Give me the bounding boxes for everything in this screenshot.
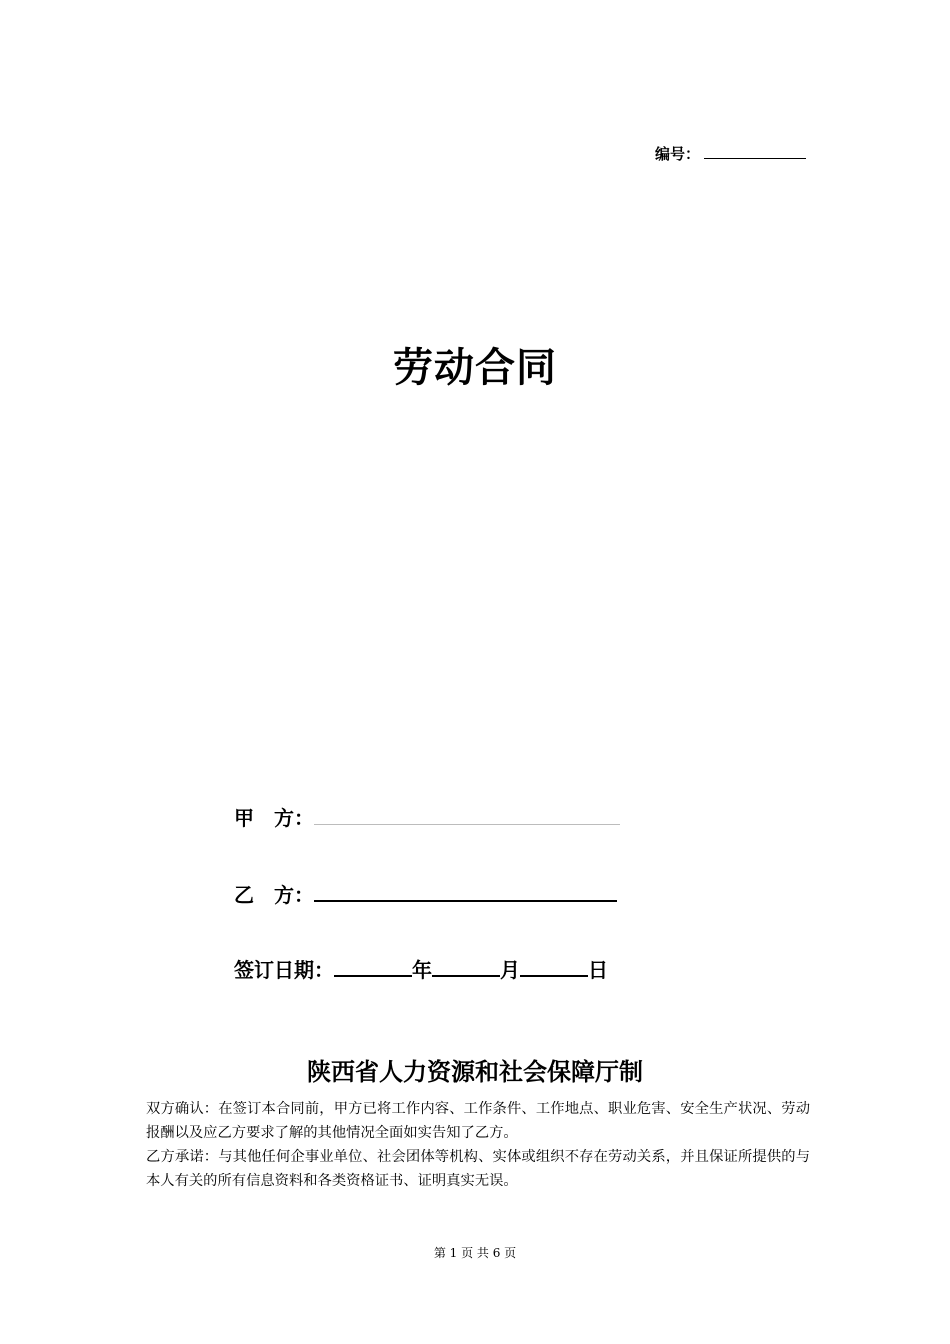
notes-block [146, 1097, 810, 1193]
party-b-label: 乙 方： [234, 883, 314, 907]
signing-date-row [234, 954, 608, 983]
serial-number-label: 编号： [655, 145, 701, 163]
party-a-label: 甲 方： [234, 806, 314, 830]
serial-number [655, 143, 806, 164]
year-blank[interactable] [334, 957, 412, 977]
document-title: 劳动合同 [393, 345, 557, 391]
day-label: 日 [588, 958, 608, 982]
party-a-blank[interactable] [314, 806, 620, 825]
issuer-line: 陕西省人力资源和社会保障厅制 [307, 1058, 643, 1086]
year-label: 年 [412, 958, 432, 982]
day-blank[interactable] [520, 957, 588, 977]
mutual-confirmation-text: 双方确认：在签订本合同前，甲方已将工作内容、工作条件、工作地点、职业危害、安全生产状况、劳动报酬以及应乙方要求了解的其他情况全面如实告知了乙方。 [146, 1101, 810, 1141]
party-b-blank[interactable] [314, 882, 617, 902]
month-label: 月 [500, 958, 520, 982]
party-a-row [234, 802, 620, 831]
signing-date-label: 签订日期： [234, 958, 334, 982]
party-b-row [234, 879, 617, 908]
month-blank[interactable] [432, 957, 500, 977]
serial-number-blank[interactable] [704, 144, 806, 159]
page-footer: 第 1 页 共 6 页 [433, 1246, 517, 1260]
party-b-promise-text: 乙方承诺：与其他任何企事业单位、社会团体等机构、实体或组织不存在劳动关系，并且保证所提供的与本人有关的所有信息资料和各类资格证书、证明真实无误。 [146, 1149, 810, 1189]
